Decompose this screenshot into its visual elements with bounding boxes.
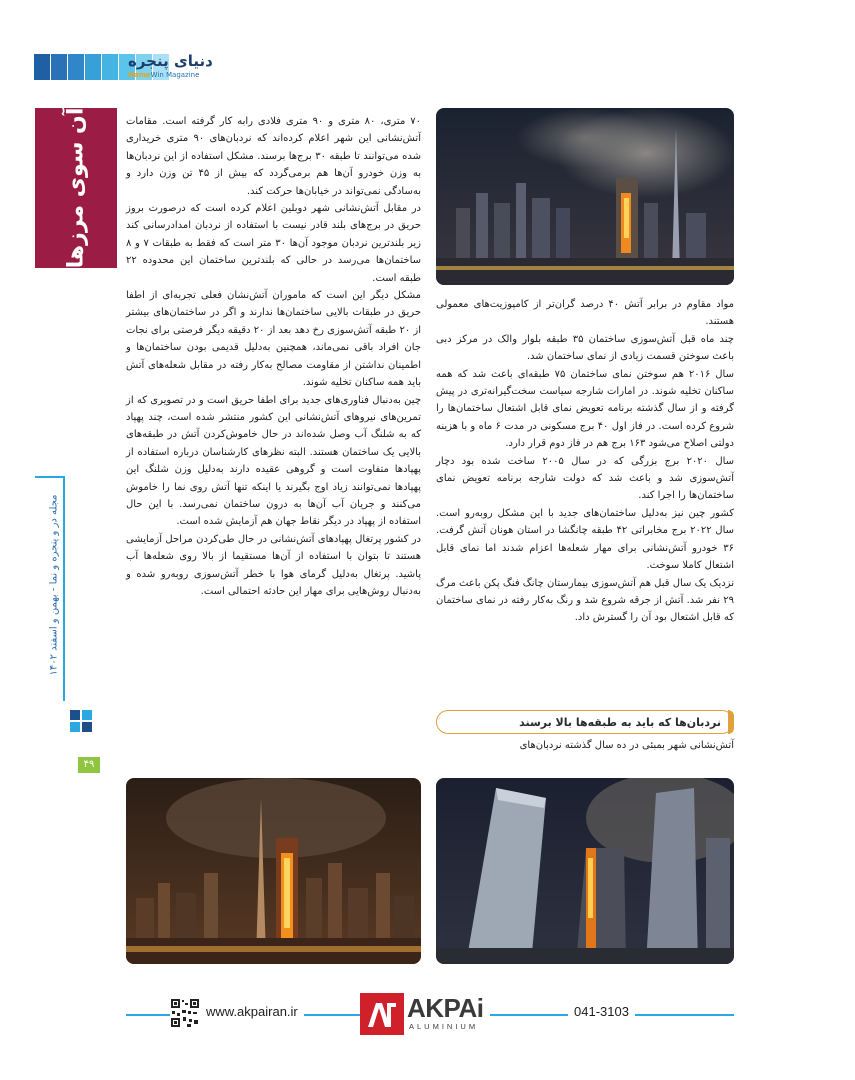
window-icon: [68, 708, 94, 734]
website-link[interactable]: www.akpairan.ir: [200, 1004, 304, 1019]
middle-column-paragraph: در کشور پرتغال پهپادهای آتش‌نشانی در حال طی‌کردن مراحل آزمایشی هستند تا بتوان با استفاده از آن‌ها مستقیما از بالا روی شعله‌ها آب پاشید. پرتغال به‌دلیل گرمای هوا با خطر آتش‌سوزی روبه‌رو شده و به‌دنبال روش‌هایی برای مهار این حادثه احتمالی است.: [126, 533, 421, 597]
section-title: آن سوی مرزها: [63, 107, 89, 269]
right-column-paragraph: نزدیک یک سال قبل هم آتش‌سوزی بیمارستان چانگ فنگ پکن باعث مرگ ۲۹ نفر شد. آتش از جرقه شروع شد و رنگ به‌کار رفته در نمای ساختمان که قابل اشتعال بود آن را گسترش داد.: [435, 577, 734, 624]
photo-tower-fire: [436, 778, 734, 964]
issue-info: مجله در و پنجره و نما - بهمن و اسفند ۱۴۰۲: [48, 494, 60, 676]
section-tab: [35, 108, 117, 268]
right-column-paragraph: کشور چین نیز به‌دلیل ساختمان‌های جدید با این مشکل روبه‌رو است. سال ۲۰۲۲ برج مخابراتی ۴۲ طبقه چانگشا در استان هونان آتش گرفت. ۳۶ خودرو آتش‌نشانی برای مهار شعله‌ها اعزام شدند اما نمای قابل اشتعال کاملا سوخت.: [436, 507, 734, 572]
header-color-block: [51, 54, 67, 80]
akpai-emblem-icon: [360, 993, 404, 1035]
header-color-block: [68, 54, 84, 80]
brand-name: AKPAi: [407, 993, 484, 1023]
header-color-block: [85, 54, 101, 80]
brand-subtitle: ALUMINIUM: [409, 1022, 479, 1031]
header-color-block: [34, 54, 50, 80]
phone-number[interactable]: 041-3103: [568, 1004, 635, 1019]
middle-column-paragraph: چین به‌دنبال فناوری‌های جدید برای اطفا حریق است و در تصویری که از تمرین‌های نیروهای آتش‌نشانی این کشور منتشر شده است، چند پهپاد که به شلنگ آب وصل شده‌اند در حال خاموش‌کردن آتش در طبقه‌های بالایی یک ساختمان هستند. البته نظرهای کارشناسان درباره استفاده از پهپادها متفاوت است و گروهی عقیده دارند به‌دلیل وزن شلنگ این پهپادها نمی‌توانند زیاد اوج بگیرند یا اینکه تنها آتش روی نما را خاموش می‌کنند و جریان آب آن‌ها به درون ساختمان نمی‌رسد. با این حال استفاده از پهپاد در دیگر نقاط جهان هم آزمایش شده است.: [126, 394, 421, 528]
photo-dubai-fire: [436, 108, 734, 285]
middle-column-paragraph: مشکل دیگر این است که ماموران آتش‌نشان فعلی تجربه‌ای از اطفا حریق در طبقات بالایی ساختمان‌ها ندارند و اگر در ساختمان‌های بیشتر از ۲۰ طبقه آتش‌سوزی رخ دهد بعد از ۲۰ دقیقه دیگر فرصتی برای نجات جان افراد باقی نمی‌ماند، همچنین به‌دلیل قدیمی بودن ساختمان‌ها و اطمینان نداشتن از مقاومت مصالح به‌کار رفته در مقابل شعله‌های آتش باید همه ساکنان تخلیه شوند.: [126, 290, 422, 389]
right-column-paragraph: چند ماه قبل آتش‌سوزی ساختمان ۳۵ طبقه بلوار والک در مرکز دبی باعث سوختن قسمت زیادی از نمای ساختمان شد.: [436, 333, 734, 363]
subheading-lead-text: آتش‌نشانی شهر بمبئی در ده سال گذشته نردبان‌های: [519, 740, 734, 751]
photo-downtown-fire: [126, 778, 421, 964]
brand-logo: [360, 993, 490, 1035]
right-column-paragraph: سال ۲۰۲۰ برج بزرگی که در سال ۲۰۰۵ ساخت شده بود دچار آتش‌سوزی شد و باعث شد که دولت شارجه برنامه تعویض نمای ساختمان‌ها را اجرا کند.: [436, 455, 735, 502]
middle-column-paragraph: در مقابل آتش‌نشانی شهر دوبلین اعلام کرده است که درصورت بروز حریق در برج‌های بلند قادر نیست با استفاده از نردبان امدادرسانی کند زیر بلندترین نردبان موجود آن‌ها ۳۰ متر است که فقط به طبقات ۷ و ۸ ساختمان‌ها می‌رسد در حالی که بلندترین ساختمان این محدوده ۲۲ طبقه است.: [126, 203, 421, 284]
page-number: ۴۹: [78, 757, 100, 773]
qr-code-icon: [170, 998, 200, 1028]
rail-line: [63, 476, 65, 701]
rail-tick: [35, 476, 65, 478]
right-column-paragraph: مواد مقاوم در برابر آتش ۴۰ درصد گران‌تر از کامپوزیت‌های معمولی هستند.: [436, 299, 734, 328]
article-column-middle: [126, 113, 421, 600]
right-column-paragraph: سال ۲۰۱۶ هم سوختن نمای ساختمان ۷۵ طبقه‌ای باعث شد که همه ساکنان تخلیه شوند. در امارات شارجه سیاست سخت‌گیرانه‌تری در پیش گرفته و از سال گذشته برنامه تعویض نمای قابل اشتعال ساختمان‌ها را شروع کرده است. در فاز اول ۴۰ برج مسکونی در مدت ۶ ماه و با هزینه دولتی اصلاح می‌شود ۱۶۳ برج هم در فاز دوم قرار دارد.: [436, 368, 734, 450]
header-color-block: [102, 54, 118, 80]
logo-english: NameWin Magazine: [128, 71, 200, 79]
logo-persian: دنیای پنجره: [128, 52, 213, 70]
subheading: نردبان‌ها که باید به طبقه‌ها بالا برسند: [436, 710, 734, 734]
middle-column-paragraph: ۷۰ متری، ۸۰ متری و ۹۰ متری فلادی رابه کار گرفته است. مقامات آتش‌نشانی این شهر اعلام کرده‌اند که نردبان‌های ۹۰ متری خریداری شده می‌توانند تا طبقه ۳۰ برج‌ها برسند. مشکل استفاده از این نردبان‌ها به وزن خودرو آن‌ها هم برمی‌گردد که بیش از ۴۵ تن وزن دارد و به‌سادگی نمی‌تواند در خیابان‌ها حرکت کند.: [126, 116, 422, 197]
article-column-right: [436, 296, 734, 627]
magazine-logo: [128, 52, 222, 82]
